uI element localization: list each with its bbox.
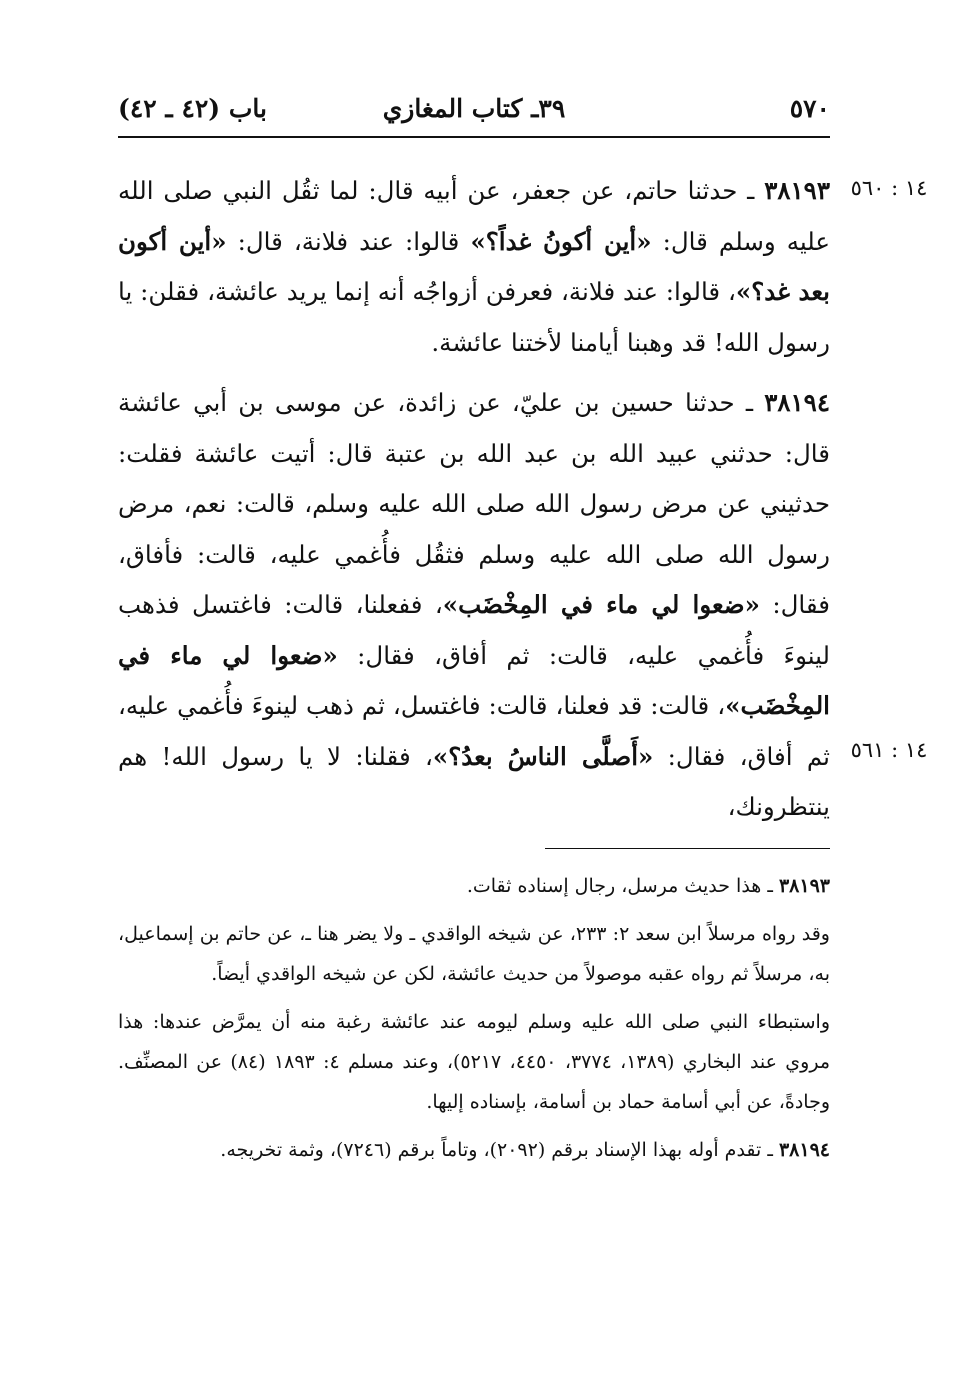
prophet-quote: «أَصلَّى الناسُ بعدُ؟» [432, 741, 654, 771]
footnote-rule [545, 848, 830, 849]
hadith-paragraph [118, 166, 830, 368]
footnote-text: واستبطاء النبي صلى الله عليه وسلم ليومه عند عائشة رغبة منه أن يمرَّض عندها: هذا مروي عند البخاري (١٣٨٩، ٣٧٧٤، ٤٤٥٠، ٥٢١٧)، وعند مسلم ٤: ١٨٩٣ (٨٤) عن المصنِّف. وجادةً، عن أبي أسامة حماد بن أسامة، بإسناده إليها. [118, 1011, 831, 1113]
hadith-text: ، فقلنا: لا يا رسول الله! هم ينتظرونك، [118, 741, 830, 821]
page-number: ٥٧٠ [789, 94, 830, 123]
prophet-quote: «ضعوا لي ماء في المِخْضَب» [118, 640, 830, 720]
hadith-number: ٣٨١٩٣ [764, 176, 830, 205]
hadith-text: ، ففعلنا، قالت: فاغتسل فذهب لينوءَ فأُغمي عليه، قالت: ثم أفاق، فقال: [118, 590, 830, 670]
chapter-label: باب (٤٢ ـ ٤٢) [118, 94, 267, 123]
hadith-text: ، قالوا: عند فلانة، فعرفن أزواجُه أنه إنما يريد عائشة، فقلن: يا رسول الله! قد وهبنا أيامنا لأختنا عائشة. [118, 277, 830, 357]
hadith-text: ، قالت: قد فعلنا، قالت: فاغتسل، ثم ذهب لينوءَ فأُغمي عليه، ثم أفاق، فقال: [118, 691, 830, 771]
hadith-text: قالوا: عند فلانة، قال: [226, 226, 471, 256]
footnote [118, 914, 830, 994]
footnote-text: وقد رواه مرسلاً ابن سعد ٢: ٢٣٣، عن شيخه الواقدي ـ ولا يضر هنا ـ، عن حاتم بن إسماعيل، به، مرسلاً ثم رواه عقبه موصولاً من حديث عائشة، لكن عن شيخه الواقدي أيضاً. [118, 923, 830, 985]
hadith-paragraph [118, 378, 830, 833]
hadith-text: ـ حدثنا حاتم، عن جعفر، عن أبيه قال: لما ثقُل النبي صلى الله عليه وسلم قال: [118, 176, 830, 256]
prophet-quote: «أين أكونُ غداً؟» [470, 226, 652, 256]
header-rule [118, 136, 830, 138]
footnote-number: ٣٨١٩٣ [778, 875, 830, 897]
footnotes [118, 866, 830, 1178]
footnote [118, 866, 830, 906]
main-text [118, 166, 830, 843]
page-header [118, 92, 830, 132]
prophet-quote: «ضعوا لي ماء في المِخْضَب» [442, 590, 760, 619]
book-title: ٣٩ـ كتاب المغازي [382, 94, 566, 123]
footnote-number: ٣٨١٩٤ [778, 1139, 830, 1161]
prophet-quote: «أين أكون بعد غد؟» [118, 226, 830, 306]
margin-reference: ١٤ : ٥٦٠ [850, 176, 928, 200]
footnote-text: ـ تقدم أوله بهذا الإسناد برقم (٢٠٩٢)، وتاماً برقم (٧٢٤٦)، وثمة تخريجه. [220, 1139, 779, 1161]
footnote [118, 1002, 830, 1122]
margin-reference: ١٤ : ٥٦١ [850, 738, 928, 762]
hadith-number: ٣٨١٩٤ [764, 388, 830, 417]
footnote [118, 1130, 830, 1170]
hadith-text: ـ حدثنا حسين بن عليّ، عن زائدة، عن موسى بن أبي عائشة قال: حدثني عبيد الله بن عبد الله بن عتبة قال: أتيت عائشة فقلت: حدثيني عن مرض رسول الله صلى الله عليه وسلم، قالت: نعم، مرض رسول الله صلى الله عليه وسلم فثقُل فأُغمي عليه، قالت: فأفاق، فقال: [118, 388, 831, 619]
footnote-text: ـ هذا حديث مرسل، رجال إسناده ثقات. [466, 875, 779, 897]
